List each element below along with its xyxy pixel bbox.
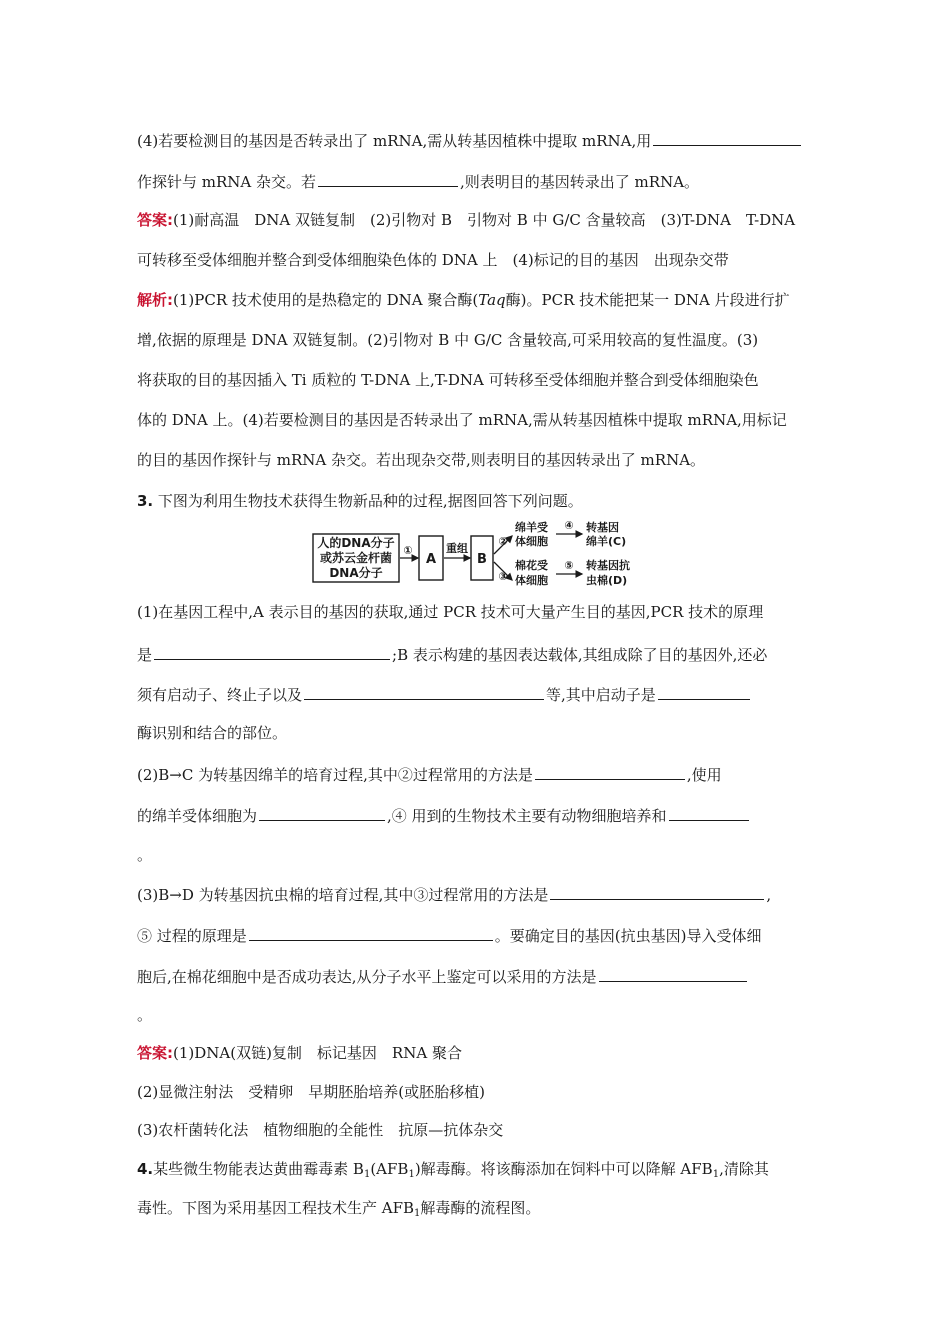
source-label: DNA分子: [329, 566, 383, 580]
q2-analysis-line4: [137, 410, 787, 430]
q2-part4-text: (4)若要检测目的基因是否转录出了 mRNA,需从转基因植株中提取 mRNA,用: [137, 132, 652, 150]
step-2-label: ②: [498, 535, 508, 548]
analysis-text: (1)PCR 技术使用的是热稳定的 DNA 聚合酶(: [173, 291, 479, 309]
question-number: 4.: [137, 1160, 154, 1178]
answer-label: 答案:: [137, 211, 173, 229]
subscript: 1: [363, 1169, 371, 1180]
q2-answer-line1: [137, 210, 795, 230]
answer-label: 答案:: [137, 1044, 173, 1062]
question-text: 胞后,在棉花细胞中是否成功表达,从分子水平上鉴定可以采用的方法是: [137, 968, 597, 986]
q3-answer-line3: [137, 1120, 503, 1140]
answer-text: (1)耐高温 DNA 双链复制 (2)引物对 B 引物对 B 中 G/C 含量较高 (3)T-DNA T-DNA: [173, 211, 796, 229]
subscript: 1: [414, 1208, 421, 1219]
question-text: ,④ 用到的生物技术主要有动物细胞培养和: [387, 807, 667, 825]
q4-line2: [137, 1198, 540, 1224]
analysis-text: 将获取的目的基因插入 Ti 质粒的 T-DNA 上,T-DNA 可转移至受体细胞并整合到受体细胞染色: [137, 371, 759, 389]
q3-part2-line2: [137, 804, 751, 826]
answer-blank[interactable]: [535, 763, 685, 780]
question-text: (1)在基因工程中,A 表示目的基因的获取,通过 PCR 技术可大量产生目的基因,PCR 技术的原理: [137, 603, 764, 621]
analysis-text: 体的 DNA 上。(4)若要检测目的基因是否转录出了 mRNA,需从转基因植株中提取 mRNA,用标记: [137, 411, 787, 429]
subscript: 1: [712, 1169, 720, 1180]
answer-blank[interactable]: [658, 683, 750, 700]
cotton-cell-label: 棉花受: [515, 559, 548, 572]
q3-stem: [137, 491, 583, 511]
step-3-label: ③: [498, 570, 508, 583]
q3-part1-line2: [137, 643, 767, 665]
answer-blank[interactable]: [653, 129, 801, 146]
answer-blank[interactable]: [669, 804, 749, 821]
question-text: 的绵羊受体细胞为: [137, 807, 258, 825]
step-1-label: ①: [403, 544, 413, 557]
answer-blank[interactable]: [599, 965, 747, 982]
analysis-taq: Taq: [478, 291, 506, 309]
answer-text: (1)DNA(双链)复制 标记基因 RNA 聚合: [173, 1044, 462, 1062]
cotton-cell-label: 体细胞: [515, 574, 548, 587]
q2-answer-line2: [137, 250, 729, 270]
q3-answer-line2: [137, 1082, 485, 1102]
source-label: 人的DNA分子: [317, 536, 395, 550]
question-text: (2)B→C 为转基因绵羊的培育过程,其中②过程常用的方法是: [137, 766, 533, 784]
question-text: 是: [137, 646, 153, 664]
q3-part2-line1: [137, 763, 722, 785]
q2-part4-text: ,则表明目的基因转录出了 mRNA。: [460, 173, 700, 191]
question-text: ,: [766, 886, 772, 904]
q2-analysis-line1: [137, 290, 790, 310]
question-text: 。要确定目的基因(抗虫基因)导入受体细: [494, 927, 762, 945]
result-c-label: 绵羊(C): [586, 535, 627, 548]
question-stem: 下图为利用生物技术获得生物新品种的过程,据图回答下列问题。: [157, 492, 583, 510]
question-text: 。: [137, 846, 153, 864]
q4-line1: [137, 1159, 769, 1185]
q2-analysis-line2: [137, 330, 758, 350]
answer-blank[interactable]: [154, 643, 390, 660]
q3-part3-line2: [137, 924, 762, 946]
q3-part1-line4: [137, 723, 287, 743]
q3-answer-line1: [137, 1043, 462, 1063]
box-a-label: A: [425, 552, 437, 567]
step-5-label: ⑤: [564, 559, 574, 572]
q2-analysis-line5: [137, 450, 705, 470]
question-text: 等,其中启动子是: [546, 686, 656, 704]
box-b-label: B: [477, 552, 487, 567]
sheep-cell-label: 绵羊受: [515, 521, 548, 534]
question-text: 解毒酶的流程图。: [420, 1199, 541, 1217]
analysis-label: 解析:: [137, 291, 173, 309]
sheep-cell-label: 体细胞: [515, 535, 548, 548]
question-text: ;B 表示构建的基因表达载体,其组成除了目的基因外,还必: [392, 646, 768, 664]
question-text: (3)B→D 为转基因抗虫棉的培育过程,其中③过程常用的方法是: [137, 886, 549, 904]
q2-part4-line2: [137, 170, 699, 192]
q3-part3-line1: [137, 883, 771, 905]
answer-text: (2)显微注射法 受精卵 早期胚胎培养(或胚胎移植): [137, 1083, 485, 1101]
answer-blank[interactable]: [249, 924, 493, 941]
subscript: 1: [408, 1169, 415, 1180]
answer-text: (3)农杆菌转化法 植物细胞的全能性 抗原—抗体杂交: [137, 1121, 504, 1139]
answer-blank[interactable]: [550, 883, 764, 900]
question-text: 酶识别和结合的部位。: [137, 724, 288, 742]
question-text: ,使用: [686, 766, 722, 784]
q3-part2-line3: [137, 845, 152, 865]
q3-part1-line3: [137, 683, 752, 705]
question-text: 某些微生物能表达黄曲霉毒素 B: [153, 1160, 364, 1178]
answer-blank[interactable]: [304, 683, 544, 700]
q2-part4-line1: [137, 129, 803, 151]
q2-part4-text: 作探针与 mRNA 杂交。若: [137, 173, 317, 191]
q2-analysis-line3: [137, 370, 759, 390]
recombine-label: 重组: [446, 542, 468, 555]
result-c-label: 转基因: [586, 521, 619, 534]
result-d-label: 虫棉(D): [586, 574, 628, 587]
question-text: (AFB: [370, 1160, 409, 1178]
q3-part3-line3: [137, 965, 749, 987]
answer-blank[interactable]: [318, 170, 458, 187]
question-text: ,清除其: [719, 1160, 769, 1178]
question-number: 3.: [137, 492, 154, 510]
question-text: 须有启动子、终止子以及: [137, 686, 303, 704]
source-label: 或苏云金杆菌: [319, 551, 393, 565]
answer-text: 可转移至受体细胞并整合到受体细胞染色体的 DNA 上 (4)标记的目的基因 出现杂交带: [137, 251, 729, 269]
analysis-text: 酶)。PCR 技术能把某一 DNA 片段进行扩: [505, 291, 790, 309]
question-text: 。: [137, 1006, 153, 1024]
answer-blank[interactable]: [259, 804, 385, 821]
result-d-label: 转基因抗: [586, 559, 630, 572]
question-text: ⑤ 过程的原理是: [137, 927, 247, 945]
question-text: )解毒酶。将该酶添加在饲料中可以降解 AFB: [414, 1160, 713, 1178]
analysis-text: 的目的基因作探针与 mRNA 杂交。若出现杂交带,则表明目的基因转录出了 mRNA。: [137, 451, 706, 469]
q3-part1-line1: [137, 602, 763, 622]
q3-part3-line4: [137, 1005, 152, 1025]
question-text: 毒性。下图为采用基因工程技术生产 AFB: [137, 1199, 415, 1217]
analysis-text: 增,依据的原理是 DNA 双链复制。(2)引物对 B 中 G/C 含量较高,可采用较高的复性温度。(3): [137, 331, 759, 349]
step-4-label: ④: [564, 519, 574, 532]
process-diagram: [312, 518, 642, 590]
